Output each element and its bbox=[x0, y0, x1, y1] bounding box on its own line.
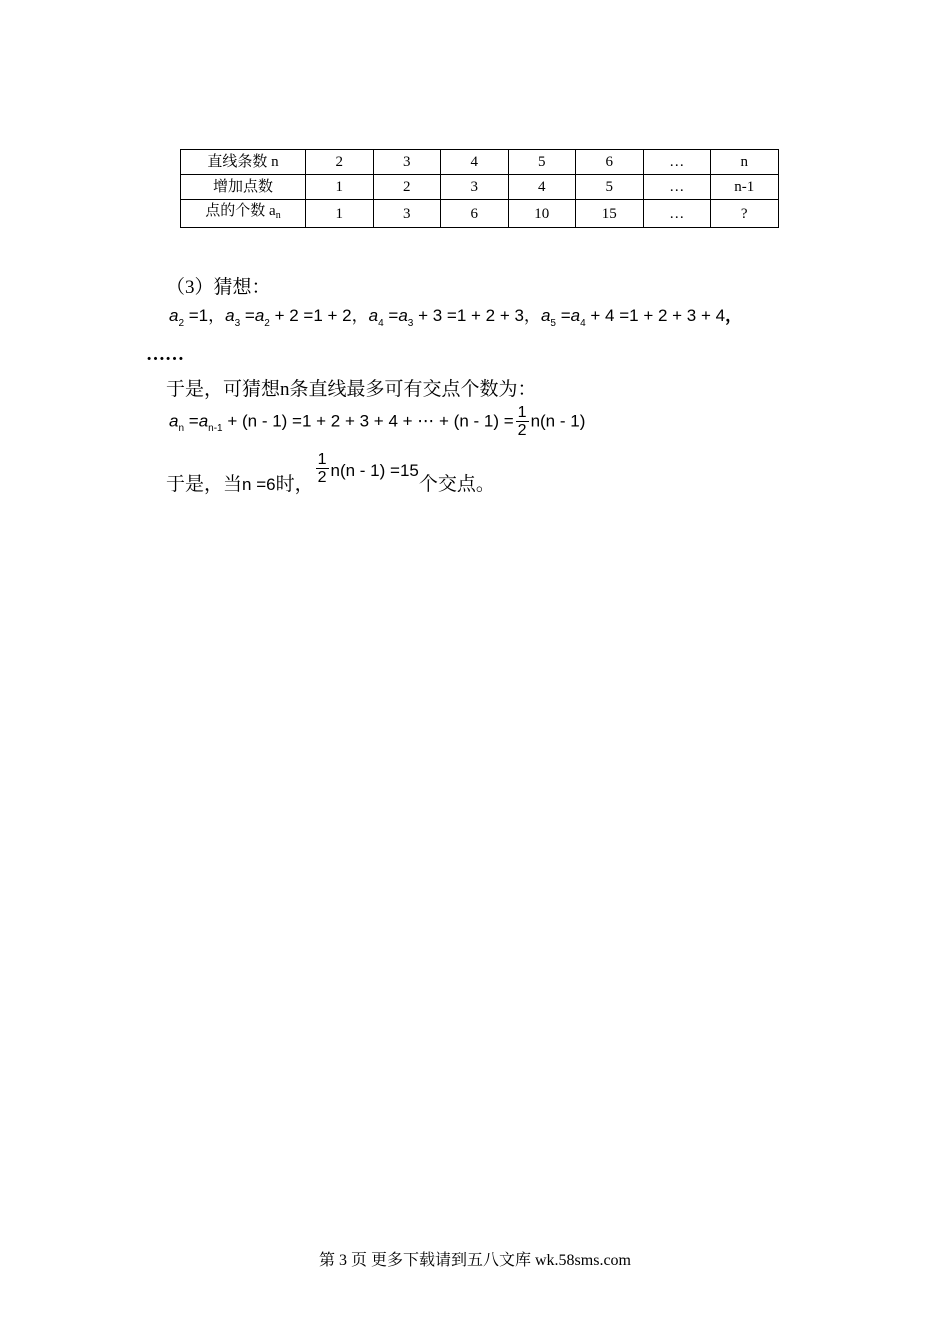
table-cell: 2 bbox=[306, 150, 374, 175]
row-header-label: 增加点数 bbox=[212, 179, 273, 195]
term-a5: a bbox=[540, 306, 551, 325]
recurrence-trail: ， bbox=[725, 306, 743, 325]
page-footer: 第 3 页 更多下载请到五八文库 wk.58sms.com bbox=[318, 1252, 631, 1269]
table-cell: 4 bbox=[441, 150, 509, 175]
table-cell: 5 bbox=[508, 150, 576, 175]
term-a2: a bbox=[169, 306, 179, 325]
recurrence-eq4-a: = bbox=[555, 306, 571, 325]
term-a3b: a bbox=[398, 306, 408, 325]
table-cell: 1 bbox=[306, 175, 374, 200]
term-a3: a bbox=[225, 306, 235, 325]
table-cell: n bbox=[711, 150, 779, 175]
term-a4-sub: 4 bbox=[378, 318, 384, 329]
table-cell: 6 bbox=[576, 150, 644, 175]
table-cell: 2 bbox=[373, 175, 441, 200]
formula-fraction bbox=[516, 405, 529, 439]
table-cell: 6 bbox=[441, 200, 509, 228]
table-cell: … bbox=[643, 175, 711, 200]
final-statement bbox=[166, 452, 495, 496]
formula-lhs-sub: n bbox=[178, 423, 185, 435]
table-cell: 10 bbox=[508, 200, 576, 228]
ellipsis: …… bbox=[146, 344, 184, 365]
row-header bbox=[181, 150, 306, 175]
term-a3b-sub: 3 bbox=[407, 318, 414, 329]
row-header bbox=[181, 200, 306, 228]
row-header-label: 点的个数 a bbox=[205, 203, 276, 219]
final-condition: n =6 bbox=[242, 475, 276, 494]
recurrence-eq2-b: + 2 =1 + 2， bbox=[269, 306, 369, 325]
table-cell: 1 bbox=[306, 200, 374, 228]
recurrence-eq2-a: = bbox=[240, 306, 255, 325]
recurrence-eq1: =1， bbox=[184, 306, 226, 325]
formula-eq: = bbox=[184, 411, 199, 431]
final-fraction-denominator: 2 bbox=[317, 469, 327, 486]
table-row bbox=[181, 175, 779, 200]
term-a2-sub: 2 bbox=[178, 318, 185, 329]
general-formula bbox=[169, 405, 585, 439]
recurrence-eq3-b: + 3 =1 + 2 + 3， bbox=[413, 306, 541, 325]
table-cell: 15 bbox=[576, 200, 644, 228]
final-prefix: 于是，当 bbox=[166, 474, 243, 495]
table-cell: 3 bbox=[373, 200, 441, 228]
term-a4b: a bbox=[570, 306, 581, 325]
final-expression: n(n - 1) =15 bbox=[330, 461, 419, 480]
table-row bbox=[181, 200, 779, 228]
final-fraction bbox=[316, 452, 329, 486]
formula-tail: n(n - 1) bbox=[530, 411, 586, 431]
term-a2b-sub: 2 bbox=[264, 318, 270, 329]
formula-lhs: a bbox=[169, 411, 179, 431]
table-row bbox=[181, 150, 779, 175]
formula-rest: + (n - 1) =1 + 2 + 3 + 4 + ⋯ + (n - 1) = bbox=[222, 411, 514, 431]
final-suffix: 个交点。 bbox=[418, 474, 495, 495]
final-mid: 时， bbox=[275, 474, 314, 495]
term-a2b: a bbox=[254, 306, 265, 325]
table-cell: 5 bbox=[576, 175, 644, 200]
term-a4b-sub: 4 bbox=[580, 318, 586, 329]
conclusion-intro: 于是，可猜想n条直线最多可有交点个数为： bbox=[166, 379, 537, 400]
table-cell: 3 bbox=[373, 150, 441, 175]
fraction-denominator: 2 bbox=[517, 422, 527, 439]
row-header bbox=[181, 175, 306, 200]
recurrence-line bbox=[169, 301, 743, 329]
table-cell: 3 bbox=[441, 175, 509, 200]
formula-rhs-a: a bbox=[198, 411, 209, 431]
fraction-numerator: 1 bbox=[517, 404, 527, 421]
term-a3-sub: 3 bbox=[234, 318, 241, 329]
term-a4: a bbox=[368, 306, 379, 325]
row-header-subscript: n bbox=[275, 210, 281, 221]
table-cell: ? bbox=[711, 200, 779, 228]
formula-rhs-sub: n-1 bbox=[208, 423, 223, 435]
table-cell: … bbox=[643, 150, 711, 175]
final-fraction-numerator: 1 bbox=[317, 451, 327, 468]
recurrence-eq3-a: = bbox=[383, 306, 399, 325]
table-cell: … bbox=[643, 200, 711, 228]
table-cell: 4 bbox=[508, 175, 576, 200]
section-heading: （3）猜想： bbox=[166, 277, 271, 298]
row-header-label: 直线条数 n bbox=[207, 154, 279, 170]
data-table bbox=[180, 149, 779, 228]
recurrence-eq4-b: + 4 =1 + 2 + 3 + 4 bbox=[585, 306, 726, 325]
term-a5-sub: 5 bbox=[550, 318, 556, 329]
table-cell: n-1 bbox=[711, 175, 779, 200]
